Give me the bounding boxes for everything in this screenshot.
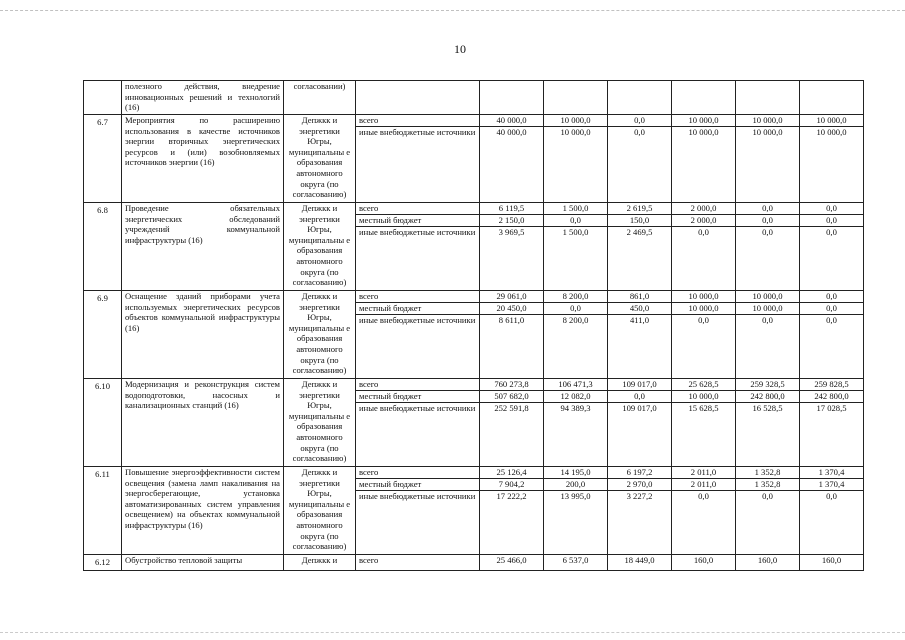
table-row: [84, 291, 864, 379]
amount-value: 150,0: [608, 215, 671, 227]
amount-value: 17 222,2: [496, 491, 527, 501]
amount-column: [800, 467, 864, 555]
amount-column: [480, 467, 544, 555]
row-number: 6.11: [84, 467, 122, 555]
funding-source-label: всего: [356, 115, 479, 127]
amount-column: [480, 379, 544, 467]
funding-sources: [356, 115, 480, 203]
amount-value: 17 028,5: [816, 403, 847, 413]
amount-column: [544, 467, 608, 555]
amount-value: 20 450,0: [480, 303, 543, 315]
amount-value: 10 000,0: [560, 127, 591, 137]
amount-value: 10 000,0: [752, 127, 783, 137]
table-row: [84, 81, 864, 115]
amount-value: 25 466,0: [496, 555, 527, 565]
amount-value: 10 000,0: [672, 391, 735, 403]
measure-description: Обустройство тепловой защиты: [122, 555, 284, 571]
responsible-party: Депжкк и энергетики Югры, муниципальны е образования автономного округа (по согласованию): [284, 467, 356, 555]
amount-value: 1 370,4: [800, 467, 863, 479]
row-number: 6.8: [84, 203, 122, 291]
amount-value: 3 227,2: [626, 491, 653, 501]
measure-description: Мероприятия по расширению использования в качестве источников энергии вторичных энергетических ресурсов и (или) возобновляемых источников энергии (16): [122, 115, 284, 203]
amount-column: [672, 555, 736, 571]
funding-sources: [356, 203, 480, 291]
amount-column: [736, 379, 800, 467]
amount-value: 0,0: [544, 303, 607, 315]
amount-column: [608, 115, 672, 203]
amount-column: [544, 555, 608, 571]
amount-value: 0,0: [698, 227, 709, 237]
funding-source-label: всего: [356, 203, 479, 215]
bottom-scan-line: [0, 632, 905, 633]
amount-column: [800, 379, 864, 467]
amount-column: [480, 203, 544, 291]
amount-column: [736, 291, 800, 379]
measure-description: полезного действия, внедрение инновационных решений и технологий (16): [122, 81, 284, 115]
table-row: [84, 203, 864, 291]
amount-column: [544, 203, 608, 291]
amount-value: 25 628,5: [672, 379, 735, 391]
amount-value: 0,0: [762, 227, 773, 237]
amount-column: [544, 291, 608, 379]
amount-value: 507 682,0: [480, 391, 543, 403]
amount-column: [736, 467, 800, 555]
amount-value: 10 000,0: [672, 115, 735, 127]
amount-column: [800, 555, 864, 571]
amount-value: 200,0: [544, 479, 607, 491]
amount-value: 252 591,8: [494, 403, 529, 413]
amount-value: 0,0: [736, 215, 799, 227]
amount-value: 8 200,0: [562, 315, 589, 325]
funding-source-label: иные внебюджетные источники: [359, 227, 476, 237]
amount-value: 0,0: [800, 291, 863, 303]
amount-value: 106 471,3: [544, 379, 607, 391]
amount-value: 0,0: [544, 215, 607, 227]
amount-value: 6 197,2: [608, 467, 671, 479]
amount-value: 259 328,5: [736, 379, 799, 391]
funding-sources: [356, 467, 480, 555]
amount-value: 0,0: [698, 491, 709, 501]
amount-column: [608, 203, 672, 291]
row-number: 6.10: [84, 379, 122, 467]
responsible-party: Депжкк и энергетики Югры, муниципальны е образования автономного округа (по согласованию): [284, 379, 356, 467]
row-number: 6.7: [84, 115, 122, 203]
measure-description: Модернизация и реконструкция систем водоподготовки, насосных и канализационных станций (16): [122, 379, 284, 467]
amount-column: [480, 81, 544, 115]
amount-value: 411,0: [629, 315, 650, 325]
amount-value: 10 000,0: [800, 115, 863, 127]
amount-column: [672, 379, 736, 467]
amount-column: [736, 203, 800, 291]
amount-value: 40 000,0: [480, 115, 543, 127]
amount-value: 259 828,5: [800, 379, 863, 391]
page-number: 10: [454, 42, 466, 56]
amount-value: 160,0: [757, 555, 778, 565]
funding-source-label: местный бюджет: [356, 479, 479, 491]
amount-value: 10 000,0: [672, 291, 735, 303]
amount-column: [480, 555, 544, 571]
amount-value: 2 011,0: [672, 467, 735, 479]
amount-column: [800, 81, 864, 115]
amount-value: 10 000,0: [688, 127, 719, 137]
amount-value: 6 537,0: [562, 555, 589, 565]
amount-value: 10 000,0: [816, 127, 847, 137]
amount-value: 0,0: [762, 315, 773, 325]
amount-value: 2 150,0: [480, 215, 543, 227]
amount-value: 242 800,0: [736, 391, 799, 403]
amount-value: 13 995,0: [560, 491, 591, 501]
funding-source-label: местный бюджет: [356, 391, 479, 403]
amount-value: 1 352,8: [736, 479, 799, 491]
funding-sources: [356, 379, 480, 467]
responsible-party: Депжкк и: [284, 555, 356, 571]
table-row: [84, 467, 864, 555]
funding-source-label: всего: [356, 379, 479, 391]
amount-column: [544, 379, 608, 467]
amount-value: 450,0: [608, 303, 671, 315]
amount-value: 29 061,0: [480, 291, 543, 303]
amount-value: 2 619,5: [608, 203, 671, 215]
measure-description: Оснащение зданий приборами учета используемых энергетических ресурсов объектов коммунальной инфраструктуры (16): [122, 291, 284, 379]
amount-value: 861,0: [608, 291, 671, 303]
responsible-party: Депжкк и энергетики Югры, муниципальны е образования автономного округа (по согласованию): [284, 203, 356, 291]
funding-source-label: всего: [356, 467, 479, 479]
amount-column: [608, 379, 672, 467]
amount-value: 0,0: [736, 203, 799, 215]
measure-description: Проведение обязательных энергетических обследований учреждений коммунальной инфраструктуры (16): [122, 203, 284, 291]
funding-source-label: иные внебюджетные источники: [359, 127, 476, 137]
amount-value: 10 000,0: [672, 303, 735, 315]
amount-value: 242 800,0: [800, 391, 863, 403]
amount-column: [608, 555, 672, 571]
amount-column: [608, 291, 672, 379]
row-number: 6.9: [84, 291, 122, 379]
amount-value: 8 200,0: [544, 291, 607, 303]
amount-value: 0,0: [698, 315, 709, 325]
row-number: 6.12: [84, 555, 122, 571]
funding-sources: [356, 555, 480, 571]
funding-source-label: иные внебюджетные источники: [359, 315, 476, 325]
funding-source-label: иные внебюджетные источники: [359, 403, 476, 413]
table-body: [84, 81, 864, 571]
amount-column: [800, 291, 864, 379]
amount-value: 7 904,2: [480, 479, 543, 491]
amount-value: 1 500,0: [544, 203, 607, 215]
amount-column: [480, 291, 544, 379]
measure-description: Повышение энергоэффективности систем освещения (замена ламп накаливания на энергосберегающие, установка автоматизированных систем управления освещением) на объектах коммунальной инфраструктуры (16): [122, 467, 284, 555]
amount-value: 0,0: [762, 491, 773, 501]
amount-value: 760 273,8: [480, 379, 543, 391]
amount-column: [608, 467, 672, 555]
amount-value: 6 119,5: [480, 203, 543, 215]
funding-sources: [356, 291, 480, 379]
amount-column: [608, 81, 672, 115]
amount-value: 12 082,0: [544, 391, 607, 403]
amount-column: [736, 81, 800, 115]
amount-column: [736, 115, 800, 203]
amount-value: 3 969,5: [498, 227, 525, 237]
responsible-party: согласовании): [284, 81, 356, 115]
amount-value: 109 017,0: [622, 403, 657, 413]
amount-value: 2 000,0: [672, 215, 735, 227]
amount-value: 0,0: [800, 203, 863, 215]
funding-source-label: местный бюджет: [356, 215, 479, 227]
amount-column: [672, 115, 736, 203]
row-number: [84, 81, 122, 115]
amount-value: 15 628,5: [688, 403, 719, 413]
amount-value: 2 011,0: [672, 479, 735, 491]
amount-value: 0,0: [608, 115, 671, 127]
amount-column: [544, 81, 608, 115]
amount-value: 109 017,0: [608, 379, 671, 391]
amount-value: 0,0: [608, 391, 671, 403]
amount-column: [672, 203, 736, 291]
amount-value: 14 195,0: [544, 467, 607, 479]
table-row: [84, 115, 864, 203]
funding-source-label: иные внебюджетные источники: [359, 491, 476, 501]
amount-value: 1 352,8: [736, 467, 799, 479]
table-row: [84, 555, 864, 571]
funding-source-label: всего: [359, 555, 379, 565]
table-row: [84, 379, 864, 467]
funding-sources: [356, 81, 480, 115]
amount-value: 25 126,4: [480, 467, 543, 479]
amount-column: [672, 291, 736, 379]
amount-value: 0,0: [826, 491, 837, 501]
amount-value: 0,0: [634, 127, 645, 137]
amount-value: 2 469,5: [626, 227, 653, 237]
amount-column: [736, 555, 800, 571]
amount-column: [800, 115, 864, 203]
amount-value: 160,0: [693, 555, 714, 565]
responsible-party: Депжкк и энергетики Югры, муниципальны е образования автономного округа (по согласованию): [284, 291, 356, 379]
amount-value: 10 000,0: [736, 303, 799, 315]
amount-value: 2 000,0: [672, 203, 735, 215]
amount-value: 1 500,0: [562, 227, 589, 237]
amount-value: 10 000,0: [544, 115, 607, 127]
amount-column: [800, 203, 864, 291]
amount-value: 94 389,3: [560, 403, 591, 413]
funding-source-label: всего: [356, 291, 479, 303]
amount-value: 40 000,0: [496, 127, 527, 137]
amount-value: 8 611,0: [498, 315, 525, 325]
amount-column: [672, 467, 736, 555]
amount-value: 16 528,5: [752, 403, 783, 413]
amount-value: 2 970,0: [608, 479, 671, 491]
top-scan-line: [0, 10, 905, 11]
funding-source-label: местный бюджет: [356, 303, 479, 315]
program-table: [83, 80, 864, 571]
amount-value: 0,0: [826, 315, 837, 325]
amount-column: [672, 81, 736, 115]
amount-value: 1 370,4: [800, 479, 863, 491]
amount-value: 18 449,0: [624, 555, 655, 565]
amount-value: 0,0: [800, 303, 863, 315]
amount-column: [480, 115, 544, 203]
amount-value: 160,0: [821, 555, 842, 565]
amount-value: 10 000,0: [736, 115, 799, 127]
amount-column: [544, 115, 608, 203]
amount-value: 0,0: [826, 227, 837, 237]
amount-value: 10 000,0: [736, 291, 799, 303]
responsible-party: Депжкк и энергетики Югры, муниципальны е образования автономного округа (по согласованию): [284, 115, 356, 203]
amount-value: 0,0: [800, 215, 863, 227]
